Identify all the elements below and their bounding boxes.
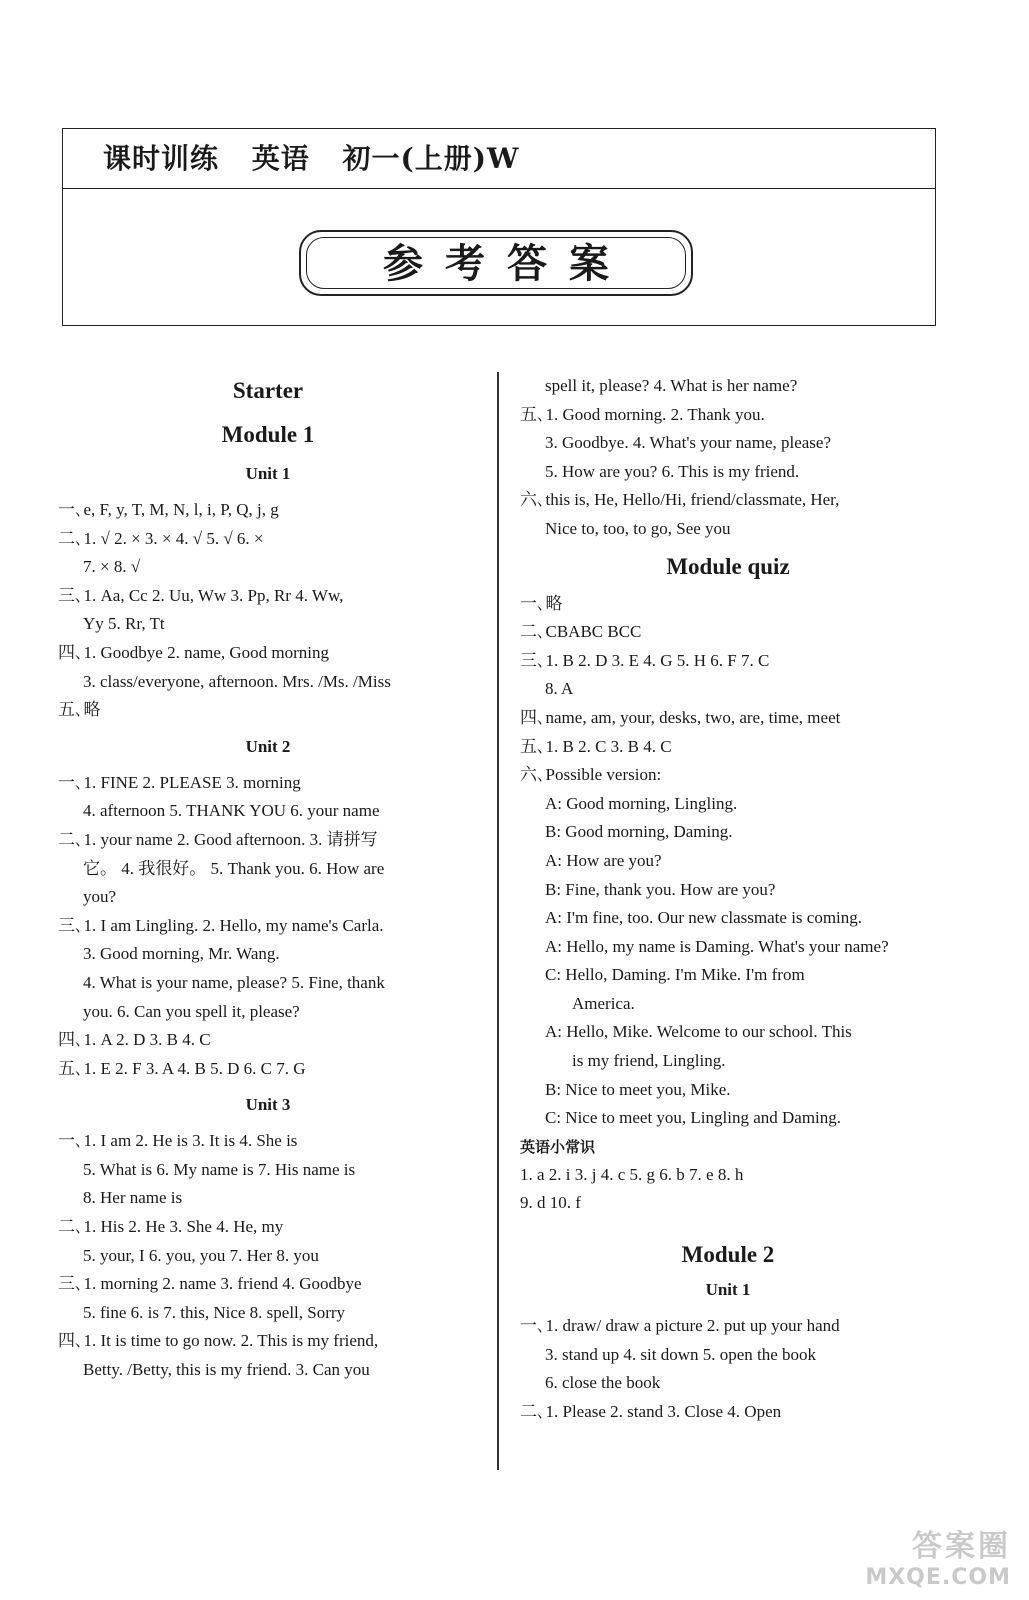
answer-line: 二､CBABC BCC — [520, 622, 642, 642]
answer-line: 4. afternoon 5. THANK YOU 6. your name — [83, 801, 380, 821]
answer-line: 它。 4. 我很好。 5. Thank you. 6. How are — [83, 858, 385, 878]
answer-line: 8. A — [545, 679, 574, 699]
right-column — [520, 372, 936, 1426]
answer-line: 六､this is, He, Hello/Hi, friend/classmate, Her, — [520, 490, 840, 510]
answer-line: 四､1. Goodbye 2. name, Good morning — [58, 642, 330, 662]
answer-line: 六､Possible version: — [520, 765, 662, 785]
answer-line: spell it, please? 4. What is her name? — [545, 376, 798, 395]
answer-line: you? — [83, 887, 117, 907]
dialogue-line: is my friend, Lingling. — [572, 1051, 726, 1071]
answer-line: 四､1. It is time to go now. 2. This is my friend, — [58, 1331, 379, 1351]
answer-line: 5. your, I 6. you, you 7. Her 8. you — [83, 1245, 319, 1265]
answer-line: 3. Goodbye. 4. What's your name, please? — [545, 433, 832, 453]
left-column — [58, 372, 478, 1385]
answer-line: 二､1. Please 2. stand 3. Close 4. Open — [520, 1401, 782, 1421]
dialogue-line: B: Nice to meet you, Mike. — [545, 1079, 731, 1099]
column-divider — [497, 372, 499, 1470]
answer-line: 5. How are you? 6. This is my friend. — [545, 461, 800, 481]
answer-line: 四､name, am, your, desks, two, are, time, meet — [520, 707, 841, 727]
answer-line: 一､1. draw/ draw a picture 2. put up your hand — [520, 1316, 840, 1336]
dialogue-line: B: Good morning, Daming. — [545, 822, 733, 842]
answer-line: 一､略 — [520, 593, 563, 613]
answer-line: 8. Her name is — [83, 1188, 183, 1208]
dialogue-line: A: Hello, my name is Daming. What's your name? — [545, 936, 889, 956]
module-1-heading: Module 1 — [221, 422, 315, 447]
starter-heading: Starter — [232, 378, 304, 403]
answer-line: 9. d 10. f — [520, 1193, 581, 1213]
answer-line: 五､略 — [58, 700, 101, 720]
dialogue-line: A: How are you? — [545, 850, 662, 870]
english-tips-heading: 英语小常识 — [520, 1137, 596, 1156]
subject-name: 英语 — [251, 142, 310, 175]
watermark-url: MXQE.COM — [865, 1565, 1011, 1590]
answer-line: 3. stand up 4. sit down 5. open the book — [545, 1344, 817, 1364]
module-2-unit-1-heading: Unit 1 — [705, 1280, 751, 1300]
answer-line: 5. fine 6. is 7. this, Nice 8. spell, Sorry — [83, 1302, 346, 1322]
answer-line: 7. × 8. √ — [83, 557, 141, 577]
answer-line: Betty. /Betty, this is my friend. 3. Can you — [83, 1360, 370, 1380]
header-box — [62, 128, 936, 326]
watermark-logo: 答案圈 — [912, 1529, 1011, 1564]
module-2-heading: Module 2 — [681, 1242, 775, 1268]
answer-line: 三､1. Aa, Cc 2. Uu, Ww 3. Pp, Rr 4. Ww, — [58, 585, 344, 605]
dialogue-line: America. — [572, 993, 635, 1013]
answer-line: 五､1. Good morning. 2. Thank you. — [520, 404, 765, 424]
answer-line: 五､1. B 2. C 3. B 4. C — [520, 736, 672, 756]
answer-line: 二､1. His 2. He 3. She 4. He, my — [58, 1217, 284, 1237]
answer-line: you. 6. Can you spell it, please? — [83, 1001, 300, 1021]
dialogue-line: C: Hello, Daming. I'm Mike. I'm from — [545, 965, 805, 985]
book-name: 课时训练 — [103, 142, 220, 175]
answer-line: Yy 5. Rr, Tt — [83, 614, 165, 634]
answer-line: 二､1. √ 2. × 3. × 4. √ 5. √ 6. × — [58, 528, 264, 548]
answer-line: 三､1. I am Lingling. 2. Hello, my name's Carla. — [58, 915, 384, 935]
answer-banner — [299, 230, 693, 296]
unit-3-heading: Unit 3 — [245, 1095, 291, 1115]
answer-line: 4. What is your name, please? 5. Fine, thank — [83, 972, 385, 992]
answer-line: Nice to, too, to go, See you — [545, 518, 731, 538]
answer-line: 一､1. I am 2. He is 3. It is 4. She is — [58, 1131, 298, 1151]
dialogue-line: A: I'm fine, too. Our new classmate is coming. — [545, 908, 863, 928]
answer-line: 三､1. B 2. D 3. E 4. G 5. H 6. F 7. C — [520, 650, 770, 670]
answer-line: 五､1. E 2. F 3. A 4. B 5. D 6. C 7. G — [58, 1058, 306, 1078]
banner-title: 参考答案 — [306, 237, 686, 289]
unit-2-heading: Unit 2 — [245, 736, 291, 756]
answer-line: 3. Good morning, Mr. Wang. — [83, 944, 280, 964]
answer-line: 1. a 2. i 3. j 4. c 5. g 6. b 7. e 8. h — [520, 1164, 744, 1184]
answer-line: 3. class/everyone, afternoon. Mrs. /Ms. /Miss — [83, 671, 391, 691]
watermark — [865, 1521, 1011, 1590]
answer-line: 二､1. your name 2. Good afternoon. 3. 请拼写 — [58, 829, 378, 849]
answer-line: 一､e, F, y, T, M, N, l, i, P, Q, j, g — [58, 500, 279, 519]
dialogue-line: A: Hello, Mike. Welcome to our school. This — [545, 1022, 852, 1042]
dialogue-line: C: Nice to meet you, Lingling and Daming. — [545, 1108, 842, 1128]
answer-line: 四､1. A 2. D 3. B 4. C — [58, 1030, 211, 1050]
book-title — [63, 129, 935, 189]
module-quiz-heading: Module quiz — [666, 553, 790, 579]
grade-name: 初一(上册)W — [342, 142, 520, 175]
answer-line: 三､1. morning 2. name 3. friend 4. Goodbye — [58, 1274, 362, 1294]
answer-line: 一､1. FINE 2. PLEASE 3. morning — [58, 772, 301, 792]
unit-1-heading: Unit 1 — [245, 464, 291, 483]
answer-line: 6. close the book — [545, 1373, 661, 1393]
dialogue-line: B: Fine, thank you. How are you? — [545, 879, 776, 899]
answer-line: 5. What is 6. My name is 7. His name is — [83, 1159, 356, 1179]
dialogue-line: A: Good morning, Lingling. — [545, 793, 738, 813]
